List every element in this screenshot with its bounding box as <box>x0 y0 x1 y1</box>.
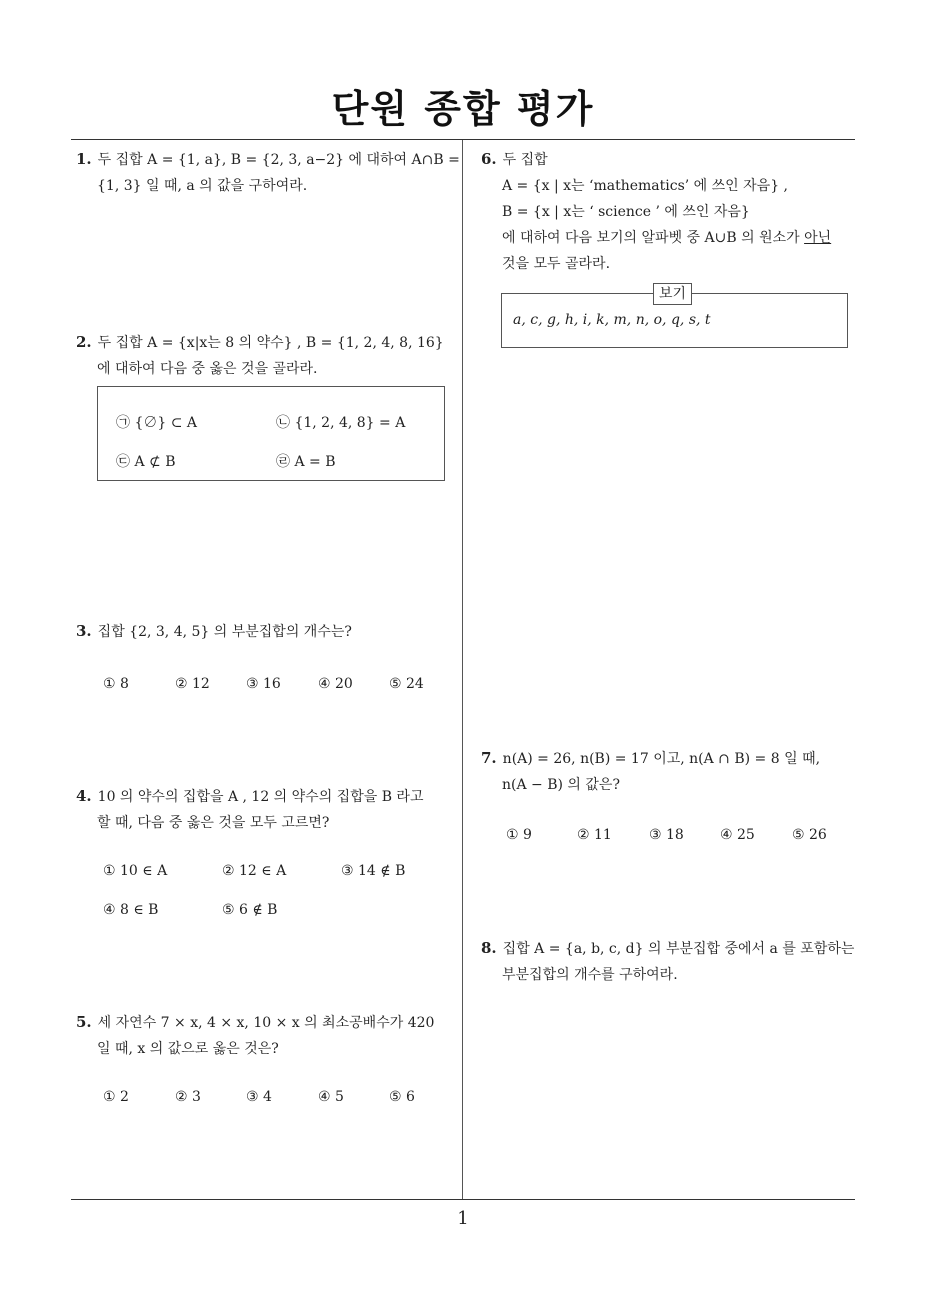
underlined-word: 아닌 <box>804 230 832 246</box>
question-text: 두 집합 A = {1, a}, B = {2, 3, a−2} 에 대하여 A∩B = <box>97 152 460 168</box>
answer-option: ① 10 ∈ A <box>103 863 168 879</box>
answer-option: ② 12 ∈ A <box>222 863 287 879</box>
question-text: 부분집합의 개수를 구하여라. <box>502 967 678 983</box>
question-text: {1, 3} 일 때, a 의 값을 구하여라. <box>97 178 308 194</box>
page-number: 1 <box>457 1208 469 1229</box>
choice-option: ㉠ {∅} ⊂ A <box>116 415 198 431</box>
answer-option: ⑤ 6 ∉ B <box>222 902 278 918</box>
question-number: 2. <box>76 333 92 351</box>
example-box-content: a, c, g, h, i, k, m, n, o, q, s, t <box>513 312 711 328</box>
question-text: 두 집합 A = {x|x는 8 의 약수} , B = {1, 2, 4, 8, 16} <box>97 335 444 351</box>
question-text: 집합 {2, 3, 4, 5} 의 부분집합의 개수는? <box>97 624 352 640</box>
answer-option: ① 9 <box>506 827 532 843</box>
question-2 <box>76 329 460 382</box>
question-4 <box>76 783 460 836</box>
answer-option: ② 12 <box>175 676 210 692</box>
answer-option: ④ 20 <box>318 676 353 692</box>
answer-option: ③ 18 <box>649 827 684 843</box>
choice-option: ㉢ A ⊄ B <box>116 454 176 470</box>
answer-option: ④ 25 <box>720 827 755 843</box>
choice-option: ㉣ A = B <box>276 454 336 470</box>
question-text: 에 대하여 다음 중 옳은 것을 골라라. <box>97 361 318 377</box>
answer-option: ① 8 <box>103 676 129 692</box>
question-text: 집합 A = {a, b, c, d} 의 부분집합 중에서 a 를 포함하는 <box>502 941 855 957</box>
answer-option: ⑤ 26 <box>792 827 827 843</box>
question-text: 할 때, 다음 중 옳은 것을 모두 고르면? <box>97 815 330 831</box>
answer-option: ① 2 <box>103 1089 129 1105</box>
page-title: 단원 종합 평가 <box>331 87 595 131</box>
answer-option: ④ 5 <box>318 1089 344 1105</box>
question-text: 일 때, x 의 값으로 옳은 것은? <box>97 1041 279 1057</box>
question-number: 8. <box>481 939 497 957</box>
question-text: 두 집합 <box>502 152 548 168</box>
question-text: 에 대하여 다음 보기의 알파벳 중 A∪B 의 원소가 <box>502 230 805 246</box>
question-number: 6. <box>481 150 497 168</box>
question-text: 것을 모두 골라라. <box>502 256 611 272</box>
example-box-label: 보기 <box>653 283 692 305</box>
answer-option: ② 11 <box>577 827 612 843</box>
question-number: 5. <box>76 1013 92 1031</box>
question-text: n(A) = 26, n(B) = 17 이고, n(A ∩ B) = 8 일 때, <box>502 751 821 767</box>
question-number: 3. <box>76 622 92 640</box>
question-text: 10 의 약수의 집합을 A , 12 의 약수의 집합을 B 라고 <box>97 789 424 805</box>
bottom-divider <box>71 1199 855 1200</box>
question-8 <box>481 935 865 988</box>
answer-option: ⑤ 24 <box>389 676 424 692</box>
answer-option: ⑤ 6 <box>389 1089 415 1105</box>
question-text: n(A − B) 의 값은? <box>502 777 620 793</box>
question-3 <box>76 618 460 645</box>
answer-option: ④ 8 ∈ B <box>103 902 159 918</box>
answer-option: ③ 16 <box>246 676 281 692</box>
question-6 <box>481 146 865 277</box>
question-number: 4. <box>76 787 92 805</box>
set-definition-a: A = {x | x는 ‘mathematics’ 에 쓰인 자음} , <box>502 178 789 194</box>
question-1 <box>76 146 460 199</box>
set-definition-b: B = {x | x는 ‘ science ’ 에 쓰인 자음} <box>502 204 750 220</box>
question-number: 1. <box>76 150 92 168</box>
question-number: 7. <box>481 749 497 767</box>
answer-option: ③ 14 ∉ B <box>341 863 406 879</box>
answer-option: ② 3 <box>175 1089 201 1105</box>
answer-option: ③ 4 <box>246 1089 272 1105</box>
question-5 <box>76 1009 460 1062</box>
choice-option: ㉡ {1, 2, 4, 8} = A <box>276 415 406 431</box>
question-text: 세 자연수 7 × x, 4 × x, 10 × x 의 최소공배수가 420 <box>97 1015 435 1031</box>
top-divider <box>71 139 855 140</box>
column-divider <box>462 140 463 1200</box>
question-7 <box>481 745 865 798</box>
